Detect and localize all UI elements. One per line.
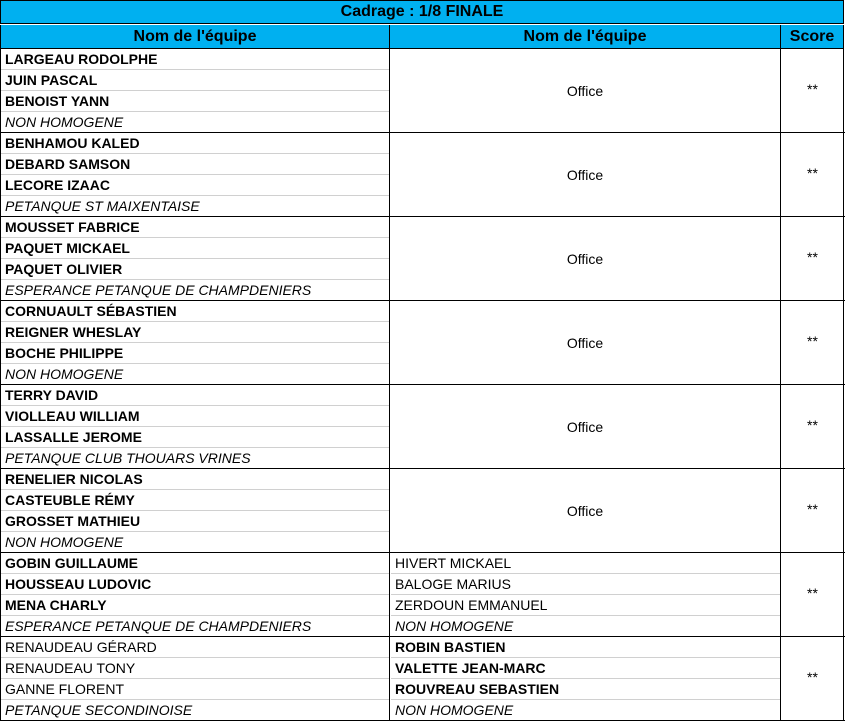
match-4 bbox=[0, 301, 845, 385]
match-7 bbox=[0, 553, 845, 637]
club-name: ESPERANCE PETANQUE DE CHAMPDENIERS bbox=[5, 618, 312, 634]
column-border bbox=[0, 553, 1, 637]
club-name: NON HOMOGENE bbox=[5, 114, 124, 130]
column-border bbox=[389, 133, 390, 217]
column-border bbox=[780, 49, 781, 133]
match-6 bbox=[0, 469, 845, 553]
column-border bbox=[843, 49, 844, 133]
player-name: GANNE FLORENT bbox=[5, 681, 125, 697]
player-name: CASTEUBLE RÉMY bbox=[5, 492, 135, 508]
player-name: MOUSSET FABRICE bbox=[5, 219, 140, 235]
match-8 bbox=[0, 637, 845, 721]
player-name: MENA CHARLY bbox=[5, 597, 107, 613]
match-score: ** bbox=[807, 249, 818, 265]
match-score: ** bbox=[807, 417, 818, 433]
club-name: NON HOMOGENE bbox=[395, 618, 514, 634]
opponent-office: Office bbox=[566, 167, 604, 183]
player-name: BENOIST YANN bbox=[5, 93, 110, 109]
column-border bbox=[843, 133, 844, 217]
column-border bbox=[780, 637, 781, 721]
column-border bbox=[389, 469, 390, 553]
opponent-office: Office bbox=[566, 251, 604, 267]
column-border bbox=[0, 385, 1, 469]
player-name: PAQUET MICKAEL bbox=[5, 240, 130, 256]
opponent-office: Office bbox=[566, 335, 604, 351]
player-name: BOCHE PHILIPPE bbox=[5, 345, 124, 361]
player-name: REIGNER WHESLAY bbox=[5, 324, 142, 340]
player-name: BALOGE MARIUS bbox=[395, 576, 511, 592]
column-border bbox=[843, 385, 844, 469]
column-border bbox=[780, 301, 781, 385]
column-border bbox=[389, 301, 390, 385]
match-border bbox=[0, 720, 845, 721]
column-border bbox=[780, 553, 781, 637]
player-name: RENAUDEAU GÉRARD bbox=[5, 639, 157, 655]
column-border bbox=[0, 637, 1, 721]
player-name: LASSALLE JEROME bbox=[5, 429, 142, 445]
column-border bbox=[389, 637, 390, 721]
player-name: TERRY DAVID bbox=[5, 387, 99, 403]
column-border bbox=[843, 301, 844, 385]
header-team1: Nom de l'équipe bbox=[0, 25, 390, 49]
player-name: ROUVREAU SEBASTIEN bbox=[395, 681, 560, 697]
club-name: PETANQUE ST MAIXENTAISE bbox=[5, 198, 200, 214]
column-border bbox=[780, 217, 781, 301]
match-score: ** bbox=[807, 501, 818, 517]
match-score: ** bbox=[807, 585, 818, 601]
player-name: HIVERT MICKAEL bbox=[395, 555, 512, 571]
column-border bbox=[0, 133, 1, 217]
club-name: NON HOMOGENE bbox=[5, 534, 124, 550]
column-border bbox=[389, 553, 390, 637]
club-name: PETANQUE CLUB THOUARS VRINES bbox=[5, 450, 251, 466]
header-score: Score bbox=[780, 25, 844, 49]
column-border bbox=[389, 385, 390, 469]
column-border bbox=[0, 217, 1, 301]
player-name: ZERDOUN EMMANUEL bbox=[395, 597, 548, 613]
player-name: JUIN PASCAL bbox=[5, 72, 98, 88]
column-border bbox=[843, 469, 844, 553]
match-score: ** bbox=[807, 333, 818, 349]
player-name: CORNUAULT SÉBASTIEN bbox=[5, 303, 177, 319]
column-border bbox=[389, 49, 390, 133]
match-score: ** bbox=[807, 165, 818, 181]
column-border bbox=[780, 385, 781, 469]
player-name: HOUSSEAU LUDOVIC bbox=[5, 576, 152, 592]
column-border bbox=[843, 637, 844, 721]
player-name: GROSSET MATHIEU bbox=[5, 513, 141, 529]
match-score: ** bbox=[807, 669, 818, 685]
player-name: PAQUET OLIVIER bbox=[5, 261, 123, 277]
header-team2: Nom de l'équipe bbox=[389, 25, 781, 49]
player-name: LARGEAU RODOLPHE bbox=[5, 51, 158, 67]
player-name: VALETTE JEAN-MARC bbox=[395, 660, 546, 676]
column-border bbox=[389, 217, 390, 301]
club-name: ESPERANCE PETANQUE DE CHAMPDENIERS bbox=[5, 282, 312, 298]
column-border bbox=[0, 469, 1, 553]
player-name: VIOLLEAU WILLIAM bbox=[5, 408, 140, 424]
club-name: NON HOMOGENE bbox=[5, 366, 124, 382]
column-border bbox=[780, 469, 781, 553]
match-5 bbox=[0, 385, 845, 469]
club-name: NON HOMOGENE bbox=[395, 702, 514, 718]
player-name: ROBIN BASTIEN bbox=[395, 639, 506, 655]
match-score: ** bbox=[807, 81, 818, 97]
player-name: RENAUDEAU TONY bbox=[5, 660, 136, 676]
column-border bbox=[780, 133, 781, 217]
player-name: DEBARD SAMSON bbox=[5, 156, 131, 172]
column-border bbox=[0, 49, 1, 133]
club-name: PETANQUE SECONDINOISE bbox=[5, 702, 193, 718]
sheet-title: Cadrage : 1/8 FINALE bbox=[0, 0, 844, 24]
column-border bbox=[843, 553, 844, 637]
opponent-office: Office bbox=[566, 83, 604, 99]
player-name: GOBIN GUILLAUME bbox=[5, 555, 138, 571]
player-name: BENHAMOU KALED bbox=[5, 135, 140, 151]
column-border bbox=[843, 217, 844, 301]
match-3 bbox=[0, 217, 845, 301]
player-name: LECORE IZAAC bbox=[5, 177, 110, 193]
player-name: RENELIER NICOLAS bbox=[5, 471, 143, 487]
opponent-office: Office bbox=[566, 419, 604, 435]
match-1 bbox=[0, 49, 845, 133]
match-2 bbox=[0, 133, 845, 217]
opponent-office: Office bbox=[566, 503, 604, 519]
column-border bbox=[0, 301, 1, 385]
